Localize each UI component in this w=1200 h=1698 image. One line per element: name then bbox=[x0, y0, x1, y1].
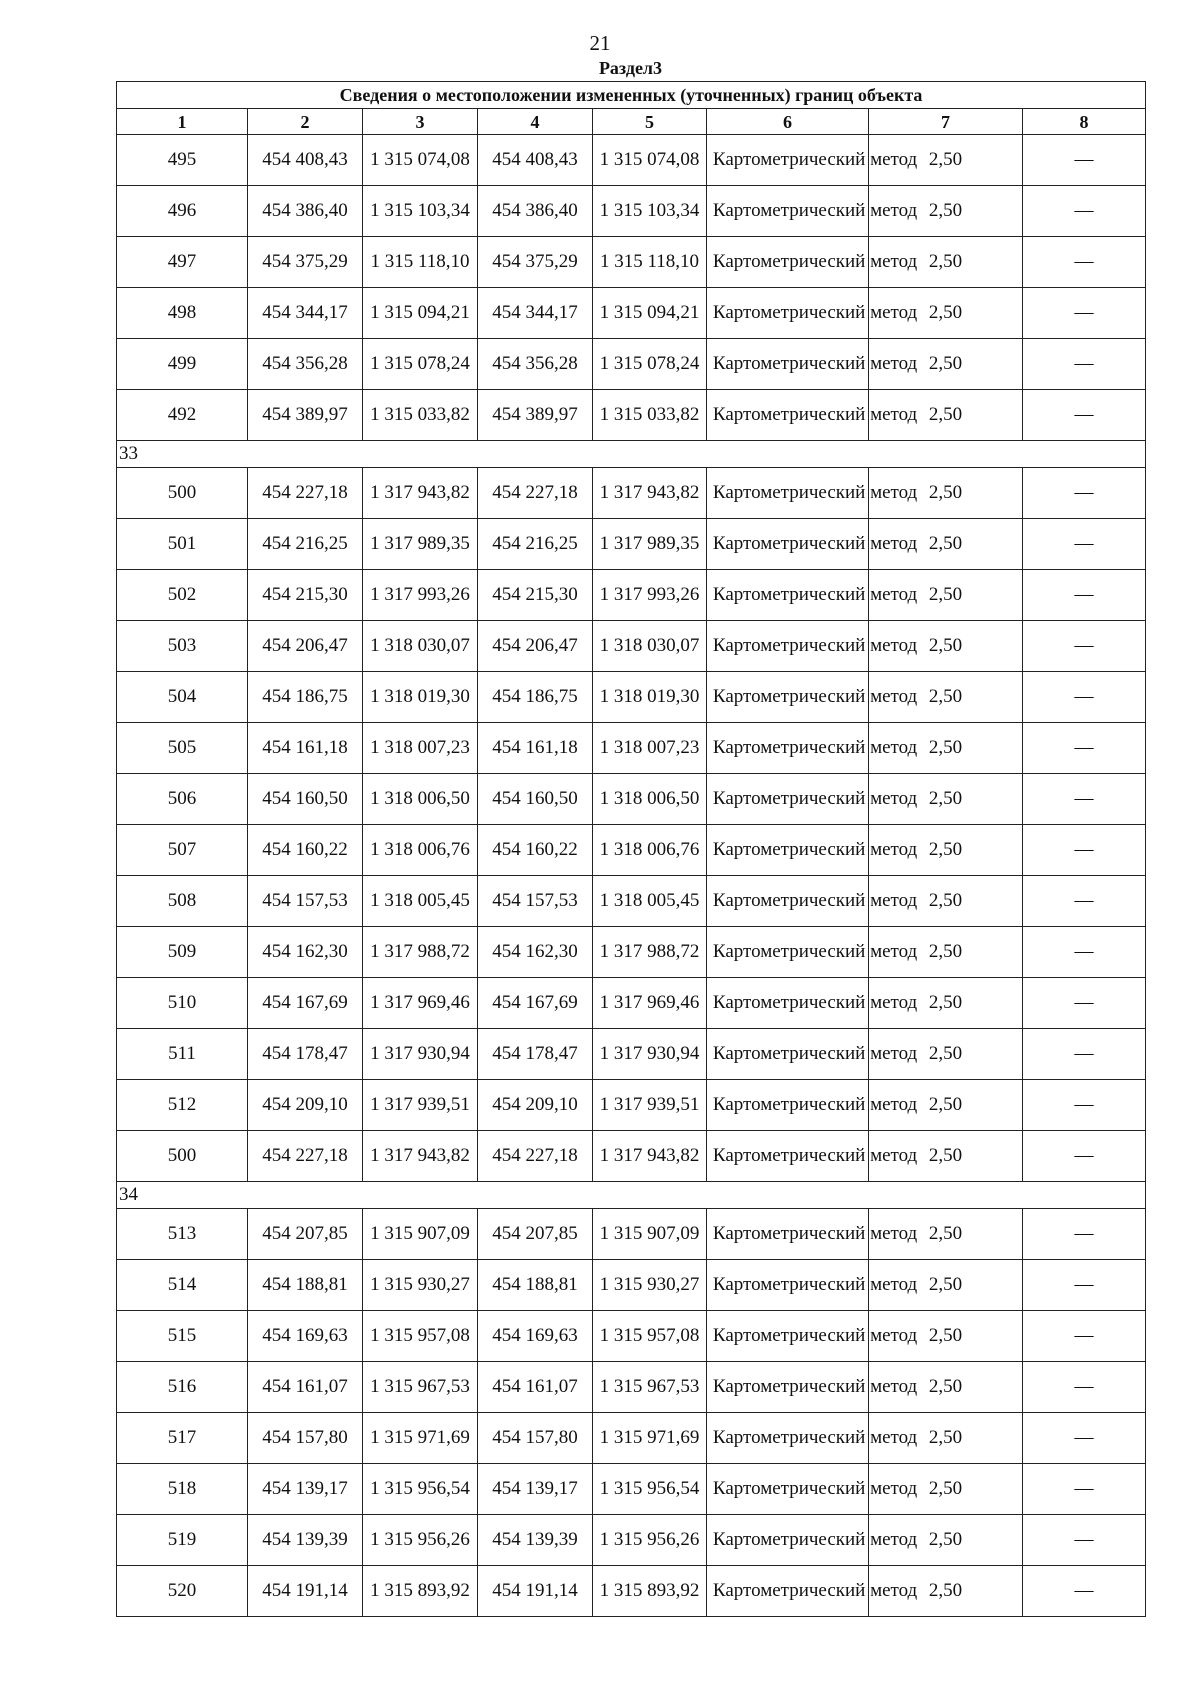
cell-y-refined: 1 317 988,72 bbox=[593, 927, 707, 978]
cell-y-existing: 1 315 078,24 bbox=[363, 339, 478, 390]
cell-point-number: 509 bbox=[117, 927, 248, 978]
cell-y-existing: 1 318 030,07 bbox=[363, 621, 478, 672]
cell-x-existing: 454 160,50 bbox=[248, 774, 363, 825]
cell-y-refined: 1 317 993,26 bbox=[593, 570, 707, 621]
cell-x-existing: 454 227,18 bbox=[248, 1131, 363, 1182]
cell-x-existing: 454 188,81 bbox=[248, 1260, 363, 1311]
cell-x-refined: 454 389,97 bbox=[478, 390, 593, 441]
column-number-7: 7 bbox=[869, 109, 1023, 135]
cell-method bbox=[707, 978, 918, 1029]
cell-point-number: 498 bbox=[117, 288, 248, 339]
cell-note: — bbox=[1023, 570, 1146, 621]
cell-y-existing: 1 315 103,34 bbox=[363, 186, 478, 237]
cell-method bbox=[707, 519, 918, 570]
cell-y-existing: 1 315 957,08 bbox=[363, 1311, 478, 1362]
cell-x-existing: 454 206,47 bbox=[248, 621, 363, 672]
cell-method bbox=[707, 468, 918, 519]
cell-point-number: 501 bbox=[117, 519, 248, 570]
cell-y-refined: 1 317 943,82 bbox=[593, 1131, 707, 1182]
cell-x-refined: 454 191,14 bbox=[478, 1566, 593, 1617]
cell-note: — bbox=[1023, 774, 1146, 825]
cell-y-refined: 1 317 969,46 bbox=[593, 978, 707, 1029]
cell-y-refined: 1 315 118,10 bbox=[593, 237, 707, 288]
cell-point-number: 512 bbox=[117, 1080, 248, 1131]
cell-y-existing: 1 315 893,92 bbox=[363, 1566, 478, 1617]
cell-x-refined: 454 386,40 bbox=[478, 186, 593, 237]
method-text: Картометрический метод bbox=[712, 635, 918, 656]
cell-x-refined: 454 139,39 bbox=[478, 1515, 593, 1566]
cell-x-existing: 454 186,75 bbox=[248, 672, 363, 723]
cell-x-existing: 454 216,25 bbox=[248, 519, 363, 570]
table-row bbox=[117, 1413, 1146, 1464]
group-label: 34 bbox=[117, 1182, 1146, 1209]
cell-point-number: 520 bbox=[117, 1566, 248, 1617]
cell-x-existing: 454 157,53 bbox=[248, 876, 363, 927]
cell-accuracy: 2,50 bbox=[869, 1080, 1023, 1131]
table-row bbox=[117, 1515, 1146, 1566]
method-text: Картометрический метод bbox=[712, 302, 918, 323]
cell-x-existing: 454 389,97 bbox=[248, 390, 363, 441]
cell-note: — bbox=[1023, 1413, 1146, 1464]
cell-x-refined: 454 161,07 bbox=[478, 1362, 593, 1413]
cell-method bbox=[707, 825, 918, 876]
cell-y-refined: 1 318 005,45 bbox=[593, 876, 707, 927]
cell-y-refined: 1 317 930,94 bbox=[593, 1029, 707, 1080]
method-text: Картометрический метод bbox=[712, 686, 918, 707]
cell-y-existing: 1 317 989,35 bbox=[363, 519, 478, 570]
cell-x-existing: 454 169,63 bbox=[248, 1311, 363, 1362]
cell-y-refined: 1 315 971,69 bbox=[593, 1413, 707, 1464]
method-text: Картометрический метод bbox=[712, 1580, 918, 1601]
cell-method bbox=[707, 135, 918, 186]
cell-y-refined: 1 318 006,76 bbox=[593, 825, 707, 876]
cell-y-existing: 1 318 006,76 bbox=[363, 825, 478, 876]
cell-accuracy: 2,50 bbox=[869, 1362, 1023, 1413]
method-text: Картометрический метод bbox=[712, 353, 918, 374]
cell-accuracy: 2,50 bbox=[869, 1131, 1023, 1182]
cell-y-existing: 1 318 007,23 bbox=[363, 723, 478, 774]
cell-accuracy: 2,50 bbox=[869, 621, 1023, 672]
cell-y-existing: 1 315 094,21 bbox=[363, 288, 478, 339]
cell-y-refined: 1 315 094,21 bbox=[593, 288, 707, 339]
cell-accuracy: 2,50 bbox=[869, 339, 1023, 390]
cell-accuracy: 2,50 bbox=[869, 1209, 1023, 1260]
cell-accuracy: 2,50 bbox=[869, 390, 1023, 441]
cell-accuracy: 2,50 bbox=[869, 723, 1023, 774]
cell-method bbox=[707, 774, 918, 825]
cell-point-number: 505 bbox=[117, 723, 248, 774]
cell-x-refined: 454 344,17 bbox=[478, 288, 593, 339]
method-text: Картометрический метод bbox=[712, 1376, 918, 1397]
method-text: Картометрический метод bbox=[712, 941, 918, 962]
cell-y-refined: 1 315 893,92 bbox=[593, 1566, 707, 1617]
cell-note: — bbox=[1023, 1029, 1146, 1080]
cell-y-refined: 1 315 078,24 bbox=[593, 339, 707, 390]
cell-accuracy: 2,50 bbox=[869, 1413, 1023, 1464]
cell-note: — bbox=[1023, 1515, 1146, 1566]
table-row bbox=[117, 339, 1146, 390]
cell-method bbox=[707, 621, 918, 672]
method-text: Картометрический метод bbox=[712, 839, 918, 860]
cell-x-refined: 454 167,69 bbox=[478, 978, 593, 1029]
cell-y-existing: 1 315 907,09 bbox=[363, 1209, 478, 1260]
cell-y-refined: 1 315 957,08 bbox=[593, 1311, 707, 1362]
cell-x-existing: 454 178,47 bbox=[248, 1029, 363, 1080]
cell-x-existing: 454 160,22 bbox=[248, 825, 363, 876]
cell-method bbox=[707, 1311, 918, 1362]
table-row bbox=[117, 468, 1146, 519]
table-row bbox=[117, 570, 1146, 621]
cell-method bbox=[707, 1566, 918, 1617]
method-text: Картометрический метод bbox=[712, 1274, 918, 1295]
cell-method bbox=[707, 1029, 918, 1080]
table-row bbox=[117, 1080, 1146, 1131]
cell-x-existing: 454 162,30 bbox=[248, 927, 363, 978]
cell-x-existing: 454 157,80 bbox=[248, 1413, 363, 1464]
method-text: Картометрический метод bbox=[712, 200, 918, 221]
cell-x-existing: 454 161,07 bbox=[248, 1362, 363, 1413]
method-text: Картометрический метод bbox=[712, 890, 918, 911]
cell-point-number: 519 bbox=[117, 1515, 248, 1566]
cell-x-existing: 454 386,40 bbox=[248, 186, 363, 237]
cell-x-refined: 454 206,47 bbox=[478, 621, 593, 672]
cell-note: — bbox=[1023, 876, 1146, 927]
cell-point-number: 508 bbox=[117, 876, 248, 927]
cell-y-existing: 1 315 118,10 bbox=[363, 237, 478, 288]
cell-x-refined: 454 207,85 bbox=[478, 1209, 593, 1260]
method-text: Картометрический метод bbox=[712, 992, 918, 1013]
cell-accuracy: 2,50 bbox=[869, 825, 1023, 876]
cell-y-refined: 1 317 939,51 bbox=[593, 1080, 707, 1131]
cell-note: — bbox=[1023, 723, 1146, 774]
cell-note: — bbox=[1023, 237, 1146, 288]
table-row bbox=[117, 1029, 1146, 1080]
cell-x-refined: 454 375,29 bbox=[478, 237, 593, 288]
cell-method bbox=[707, 1209, 918, 1260]
column-number-6: 6 bbox=[707, 109, 869, 135]
table-row bbox=[117, 390, 1146, 441]
cell-y-refined: 1 318 007,23 bbox=[593, 723, 707, 774]
cell-accuracy: 2,50 bbox=[869, 468, 1023, 519]
cell-note: — bbox=[1023, 1131, 1146, 1182]
cell-point-number: 500 bbox=[117, 1131, 248, 1182]
cell-method bbox=[707, 186, 918, 237]
cell-x-existing: 454 344,17 bbox=[248, 288, 363, 339]
group-label: 33 bbox=[117, 441, 1146, 468]
table-row bbox=[117, 237, 1146, 288]
method-text: Картометрический метод bbox=[712, 1145, 918, 1166]
cell-x-refined: 454 215,30 bbox=[478, 570, 593, 621]
cell-method bbox=[707, 723, 918, 774]
cell-note: — bbox=[1023, 186, 1146, 237]
cell-point-number: 513 bbox=[117, 1209, 248, 1260]
table-row bbox=[117, 672, 1146, 723]
cell-point-number: 506 bbox=[117, 774, 248, 825]
cell-accuracy: 2,50 bbox=[869, 288, 1023, 339]
cell-accuracy: 2,50 bbox=[869, 927, 1023, 978]
cell-point-number: 499 bbox=[117, 339, 248, 390]
table-row bbox=[117, 288, 1146, 339]
cell-accuracy: 2,50 bbox=[869, 570, 1023, 621]
cell-x-refined: 454 160,50 bbox=[478, 774, 593, 825]
cell-note: — bbox=[1023, 1362, 1146, 1413]
cell-accuracy: 2,50 bbox=[869, 1029, 1023, 1080]
cell-method bbox=[707, 288, 918, 339]
cell-x-existing: 454 167,69 bbox=[248, 978, 363, 1029]
cell-x-refined: 454 216,25 bbox=[478, 519, 593, 570]
cell-accuracy: 2,50 bbox=[869, 186, 1023, 237]
cell-y-existing: 1 315 971,69 bbox=[363, 1413, 478, 1464]
method-text: Картометрический метод bbox=[712, 251, 918, 272]
cell-point-number: 492 bbox=[117, 390, 248, 441]
cell-point-number: 495 bbox=[117, 135, 248, 186]
cell-note: — bbox=[1023, 288, 1146, 339]
cell-point-number: 504 bbox=[117, 672, 248, 723]
cell-point-number: 500 bbox=[117, 468, 248, 519]
cell-y-existing: 1 318 005,45 bbox=[363, 876, 478, 927]
cell-y-refined: 1 315 967,53 bbox=[593, 1362, 707, 1413]
cell-method bbox=[707, 876, 918, 927]
cell-note: — bbox=[1023, 927, 1146, 978]
cell-y-refined: 1 315 956,54 bbox=[593, 1464, 707, 1515]
cell-note: — bbox=[1023, 1080, 1146, 1131]
cell-accuracy: 2,50 bbox=[869, 876, 1023, 927]
cell-y-refined: 1 318 019,30 bbox=[593, 672, 707, 723]
boundary-coordinates-table bbox=[116, 81, 1146, 1617]
cell-y-refined: 1 315 907,09 bbox=[593, 1209, 707, 1260]
cell-point-number: 497 bbox=[117, 237, 248, 288]
cell-y-existing: 1 315 956,26 bbox=[363, 1515, 478, 1566]
cell-method bbox=[707, 570, 918, 621]
cell-x-refined: 454 178,47 bbox=[478, 1029, 593, 1080]
cell-accuracy: 2,50 bbox=[869, 1515, 1023, 1566]
cell-note: — bbox=[1023, 978, 1146, 1029]
cell-y-existing: 1 317 939,51 bbox=[363, 1080, 478, 1131]
cell-y-existing: 1 317 930,94 bbox=[363, 1029, 478, 1080]
cell-x-existing: 454 375,29 bbox=[248, 237, 363, 288]
cell-y-existing: 1 317 943,82 bbox=[363, 468, 478, 519]
cell-accuracy: 2,50 bbox=[869, 519, 1023, 570]
column-number-8: 8 bbox=[1023, 109, 1146, 135]
method-text: Картометрический метод bbox=[712, 1427, 918, 1448]
column-number-2: 2 bbox=[248, 109, 363, 135]
table-row bbox=[117, 978, 1146, 1029]
cell-y-existing: 1 315 930,27 bbox=[363, 1260, 478, 1311]
cell-accuracy: 2,50 bbox=[869, 978, 1023, 1029]
cell-x-existing: 454 215,30 bbox=[248, 570, 363, 621]
method-text: Картометрический метод bbox=[712, 482, 918, 503]
cell-method bbox=[707, 927, 918, 978]
table-caption: Сведения о местоположении измененных (уточненных) границ объекта bbox=[117, 82, 1146, 109]
cell-x-refined: 454 408,43 bbox=[478, 135, 593, 186]
cell-x-refined: 454 188,81 bbox=[478, 1260, 593, 1311]
cell-note: — bbox=[1023, 1566, 1146, 1617]
method-text: Картометрический метод bbox=[712, 533, 918, 554]
cell-y-existing: 1 318 006,50 bbox=[363, 774, 478, 825]
table-row bbox=[117, 1131, 1146, 1182]
table-row bbox=[117, 876, 1146, 927]
cell-method bbox=[707, 1131, 918, 1182]
cell-point-number: 514 bbox=[117, 1260, 248, 1311]
cell-y-existing: 1 315 074,08 bbox=[363, 135, 478, 186]
cell-x-existing: 454 209,10 bbox=[248, 1080, 363, 1131]
cell-note: — bbox=[1023, 519, 1146, 570]
cell-point-number: 517 bbox=[117, 1413, 248, 1464]
method-text: Картометрический метод bbox=[712, 1043, 918, 1064]
cell-x-refined: 454 227,18 bbox=[478, 1131, 593, 1182]
cell-accuracy: 2,50 bbox=[869, 1311, 1023, 1362]
cell-method bbox=[707, 339, 918, 390]
cell-accuracy: 2,50 bbox=[869, 774, 1023, 825]
cell-accuracy: 2,50 bbox=[869, 1464, 1023, 1515]
cell-note: — bbox=[1023, 339, 1146, 390]
table-row bbox=[117, 1260, 1146, 1311]
cell-point-number: 502 bbox=[117, 570, 248, 621]
cell-method bbox=[707, 1464, 918, 1515]
cell-note: — bbox=[1023, 135, 1146, 186]
method-text: Картометрический метод bbox=[712, 1529, 918, 1550]
cell-x-existing: 454 227,18 bbox=[248, 468, 363, 519]
column-number-1: 1 bbox=[117, 109, 248, 135]
cell-y-refined: 1 317 989,35 bbox=[593, 519, 707, 570]
cell-y-existing: 1 317 988,72 bbox=[363, 927, 478, 978]
method-text: Картометрический метод bbox=[712, 1223, 918, 1244]
table-row bbox=[117, 1311, 1146, 1362]
cell-x-refined: 454 356,28 bbox=[478, 339, 593, 390]
cell-y-refined: 1 315 956,26 bbox=[593, 1515, 707, 1566]
table-row bbox=[117, 1566, 1146, 1617]
cell-accuracy: 2,50 bbox=[869, 1260, 1023, 1311]
method-text: Картометрический метод bbox=[712, 1094, 918, 1115]
cell-point-number: 507 bbox=[117, 825, 248, 876]
table-row bbox=[117, 1362, 1146, 1413]
cell-x-refined: 454 209,10 bbox=[478, 1080, 593, 1131]
table-caption-row bbox=[117, 82, 1146, 109]
cell-method bbox=[707, 1413, 918, 1464]
cell-x-refined: 454 157,53 bbox=[478, 876, 593, 927]
cell-note: — bbox=[1023, 672, 1146, 723]
cell-accuracy: 2,50 bbox=[869, 237, 1023, 288]
cell-note: — bbox=[1023, 1464, 1146, 1515]
cell-y-existing: 1 317 993,26 bbox=[363, 570, 478, 621]
table-row bbox=[117, 186, 1146, 237]
cell-accuracy: 2,50 bbox=[869, 135, 1023, 186]
cell-note: — bbox=[1023, 1209, 1146, 1260]
cell-point-number: 511 bbox=[117, 1029, 248, 1080]
table-row bbox=[117, 621, 1146, 672]
cell-y-refined: 1 317 943,82 bbox=[593, 468, 707, 519]
cell-x-existing: 454 139,17 bbox=[248, 1464, 363, 1515]
cell-method bbox=[707, 672, 918, 723]
cell-x-refined: 454 139,17 bbox=[478, 1464, 593, 1515]
cell-note: — bbox=[1023, 825, 1146, 876]
cell-method bbox=[707, 390, 918, 441]
cell-y-refined: 1 315 103,34 bbox=[593, 186, 707, 237]
group-label-row bbox=[117, 1182, 1146, 1209]
column-number-3: 3 bbox=[363, 109, 478, 135]
column-number-row bbox=[117, 109, 1146, 135]
cell-x-refined: 454 157,80 bbox=[478, 1413, 593, 1464]
cell-accuracy: 2,50 bbox=[869, 672, 1023, 723]
cell-x-existing: 454 356,28 bbox=[248, 339, 363, 390]
cell-y-refined: 1 315 074,08 bbox=[593, 135, 707, 186]
cell-y-refined: 1 318 006,50 bbox=[593, 774, 707, 825]
method-text: Картометрический метод bbox=[712, 404, 918, 425]
cell-x-refined: 454 186,75 bbox=[478, 672, 593, 723]
cell-x-refined: 454 161,18 bbox=[478, 723, 593, 774]
cell-note: — bbox=[1023, 468, 1146, 519]
cell-note: — bbox=[1023, 390, 1146, 441]
cell-point-number: 496 bbox=[117, 186, 248, 237]
method-text: Картометрический метод bbox=[712, 149, 918, 170]
table-row bbox=[117, 519, 1146, 570]
cell-method bbox=[707, 1080, 918, 1131]
cell-y-existing: 1 317 943,82 bbox=[363, 1131, 478, 1182]
cell-method bbox=[707, 237, 918, 288]
method-text: Картометрический метод bbox=[712, 788, 918, 809]
cell-method bbox=[707, 1515, 918, 1566]
cell-point-number: 515 bbox=[117, 1311, 248, 1362]
cell-method bbox=[707, 1362, 918, 1413]
cell-x-existing: 454 408,43 bbox=[248, 135, 363, 186]
cell-x-refined: 454 160,22 bbox=[478, 825, 593, 876]
page-number: 21 bbox=[589, 31, 611, 55]
table-row bbox=[117, 723, 1146, 774]
cell-note: — bbox=[1023, 621, 1146, 672]
cell-point-number: 518 bbox=[117, 1464, 248, 1515]
cell-y-refined: 1 318 030,07 bbox=[593, 621, 707, 672]
cell-point-number: 510 bbox=[117, 978, 248, 1029]
cell-y-refined: 1 315 930,27 bbox=[593, 1260, 707, 1311]
method-text: Картометрический метод bbox=[712, 1325, 918, 1346]
cell-x-existing: 454 161,18 bbox=[248, 723, 363, 774]
table-row bbox=[117, 1209, 1146, 1260]
cell-note: — bbox=[1023, 1311, 1146, 1362]
cell-x-existing: 454 191,14 bbox=[248, 1566, 363, 1617]
cell-y-existing: 1 315 033,82 bbox=[363, 390, 478, 441]
cell-point-number: 503 bbox=[117, 621, 248, 672]
cell-note: — bbox=[1023, 1260, 1146, 1311]
cell-x-refined: 454 227,18 bbox=[478, 468, 593, 519]
cell-method bbox=[707, 1260, 918, 1311]
table-row bbox=[117, 927, 1146, 978]
column-number-5: 5 bbox=[593, 109, 707, 135]
table-row bbox=[117, 1464, 1146, 1515]
cell-x-existing: 454 139,39 bbox=[248, 1515, 363, 1566]
method-text: Картометрический метод bbox=[712, 584, 918, 605]
cell-y-existing: 1 318 019,30 bbox=[363, 672, 478, 723]
cell-point-number: 516 bbox=[117, 1362, 248, 1413]
cell-x-existing: 454 207,85 bbox=[248, 1209, 363, 1260]
table-row bbox=[117, 774, 1146, 825]
section-title: Раздел3 bbox=[598, 58, 663, 78]
cell-y-existing: 1 315 967,53 bbox=[363, 1362, 478, 1413]
group-label-row bbox=[117, 441, 1146, 468]
cell-x-refined: 454 162,30 bbox=[478, 927, 593, 978]
cell-y-refined: 1 315 033,82 bbox=[593, 390, 707, 441]
table-row bbox=[117, 825, 1146, 876]
cell-y-existing: 1 317 969,46 bbox=[363, 978, 478, 1029]
method-text: Картометрический метод bbox=[712, 737, 918, 758]
cell-accuracy: 2,50 bbox=[869, 1566, 1023, 1617]
table-row bbox=[117, 135, 1146, 186]
column-number-4: 4 bbox=[478, 109, 593, 135]
cell-x-refined: 454 169,63 bbox=[478, 1311, 593, 1362]
method-text: Картометрический метод bbox=[712, 1478, 918, 1499]
cell-y-existing: 1 315 956,54 bbox=[363, 1464, 478, 1515]
